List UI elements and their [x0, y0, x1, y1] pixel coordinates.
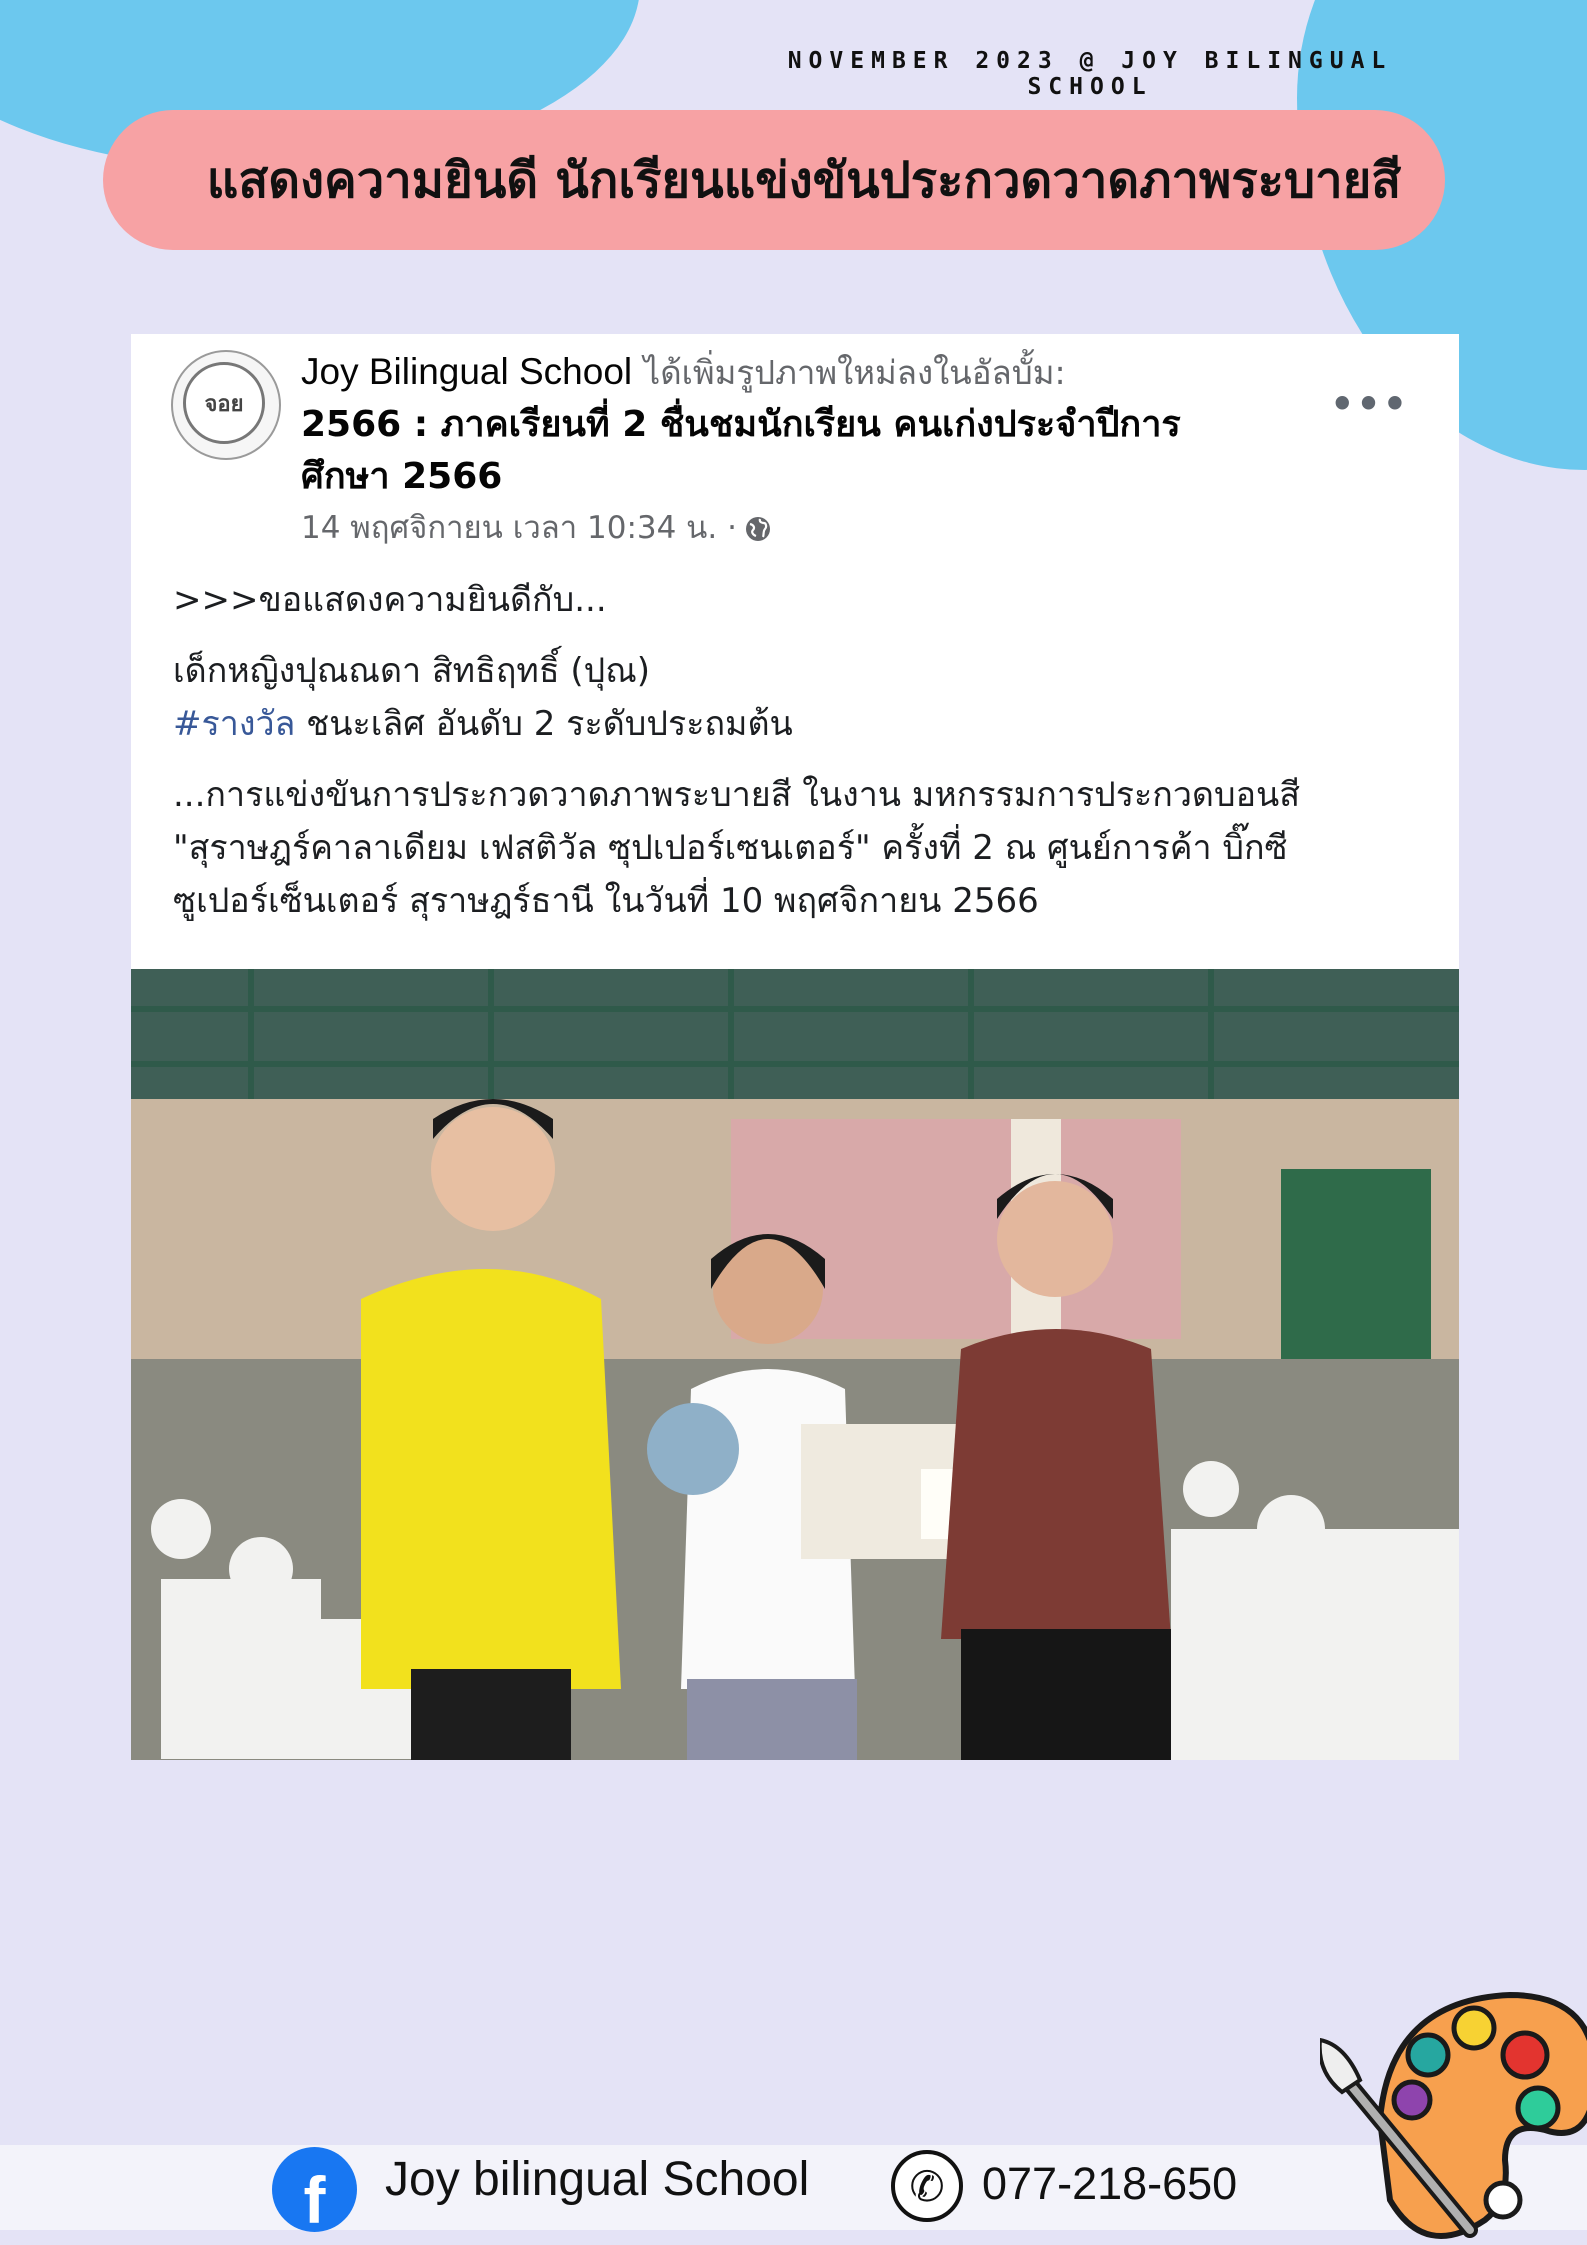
student-name: เด็กหญิงปุณณดา สิทธิฤทธิ์ (ปุณ) [173, 651, 651, 691]
hashtag-link[interactable]: #รางวัล [173, 704, 296, 744]
post-author-line [301, 346, 1331, 399]
school-logo: จอย [183, 362, 265, 444]
banner-title: แสดงความยินดี นักเรียนแข่งขันประกวดวาดภาพระบายสี [206, 152, 1402, 209]
award-line [173, 698, 1423, 751]
more-options-icon[interactable]: ••• [1330, 382, 1409, 426]
award-text: ชนะเลิศ อันดับ 2 ระดับประถมต้น [295, 704, 793, 744]
title-banner [103, 110, 1445, 250]
facebook-page-name[interactable]: Joy bilingual School [385, 2153, 810, 2206]
post-intro: >>>ขอแสดงความยินดีกับ... [173, 580, 607, 620]
post-photo[interactable] [131, 969, 1459, 1760]
globe-icon [745, 514, 771, 540]
page-avatar[interactable] [171, 350, 281, 460]
header-date-line: NOVEMBER 2023 @ JOY BILINGUAL SCHOOL [787, 48, 1393, 100]
album-title-line2[interactable]: ศึกษา 2566 [301, 456, 503, 497]
event-line-3: ซูเปอร์เซ็นเตอร์ สุราษฎร์ธานี ในวันที่ 10 พฤศจิกายน 2566 [173, 881, 1039, 921]
phone-number[interactable]: 077-218-650 [982, 2158, 1238, 2209]
post-timestamp[interactable]: 14 พฤศจิกายน เวลา 10:34 น. · [301, 510, 737, 546]
facebook-post-card [131, 334, 1459, 1760]
phone-icon: ✆ [891, 2150, 963, 2222]
event-line-1: ...การแข่งขันการประกวดวาดภาพระบายสี ในงาน มหกรรมการประกวดบอนสี [173, 775, 1300, 815]
album-title-line1[interactable]: 2566 : ภาคเรียนที่ 2 ชื่นชมนักเรียน คนเก่งประจำปีการ [301, 404, 1181, 445]
paint-palette-icon [1320, 1980, 1587, 2245]
event-line-2: "สุราษฎร์คาลาเดียม เฟสติวัล ซุปเปอร์เซนเตอร์" ครั้งที่ 2 ณ ศูนย์การค้า บิ๊กซี [173, 828, 1288, 868]
page-name-link[interactable]: Joy Bilingual School [301, 351, 633, 392]
post-header [301, 346, 1331, 503]
facebook-icon[interactable]: f [272, 2147, 357, 2232]
post-body [173, 574, 1423, 928]
post-meta [301, 502, 771, 552]
post-action-text: ได้เพิ่มรูปภาพใหม่ลงในอัลบั้ม: [643, 353, 1066, 392]
